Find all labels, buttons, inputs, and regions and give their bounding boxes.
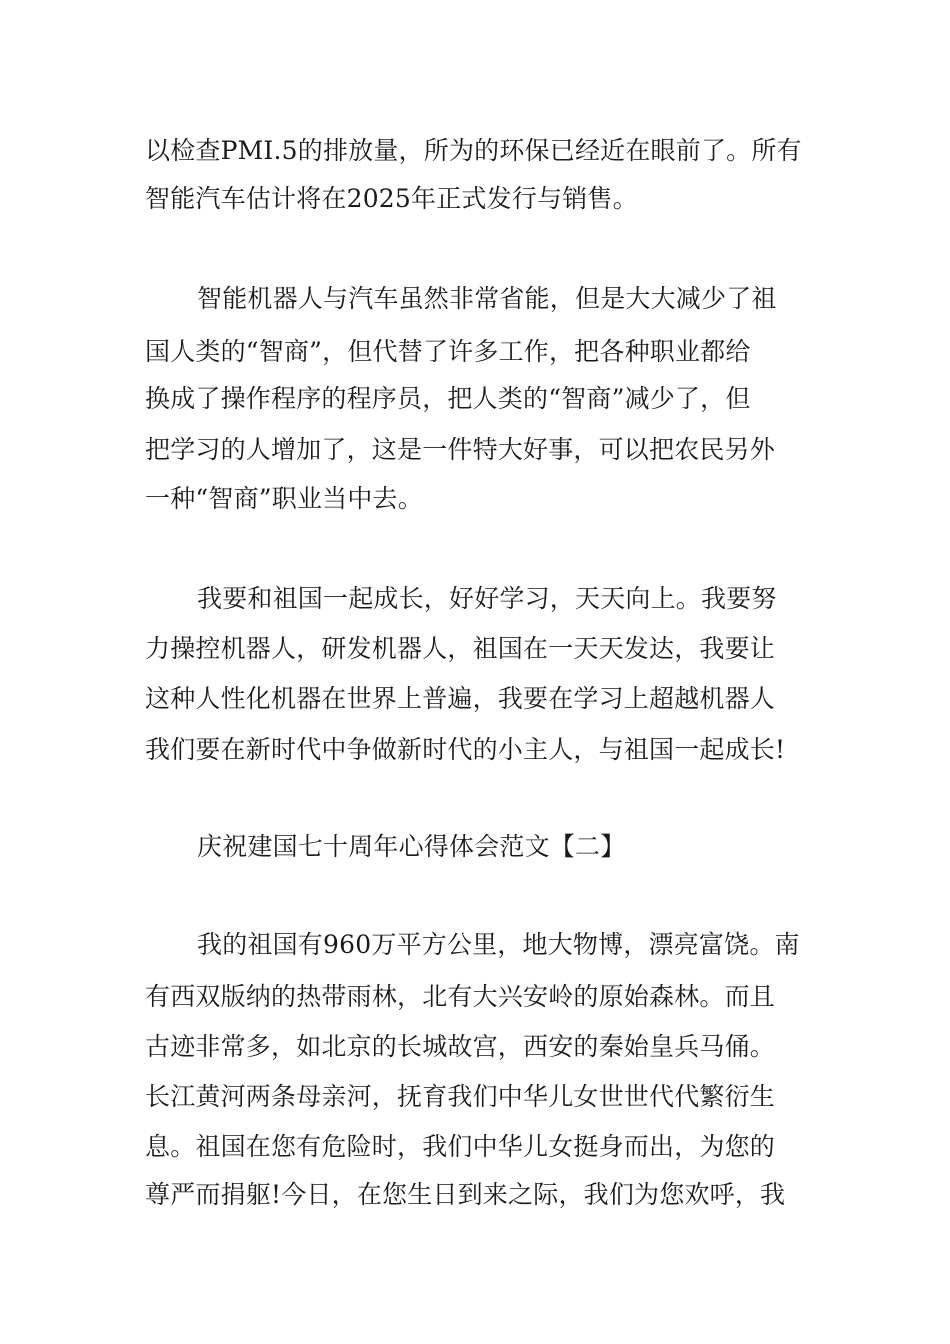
paragraph-1-line-1: 以检查PMI.5的排放量，所为的环保已经近在眼前了。所有 (145, 136, 802, 165)
paragraph-2-line-3: 换成了操作程序的程序员，把人类的“智商”减少了，但 (145, 384, 751, 413)
paragraph-4-line-2: 有西双版纳的热带雨林，北有大兴安岭的原始森林。而且 (145, 982, 776, 1011)
paragraph-4-line-1: 我的祖国有960万平方公里，地大物博，漂亮富饶。南 (197, 930, 800, 959)
paragraph-3-line-3: 这种人性化机器在世界上普遍，我要在学习上超越机器人 (145, 684, 776, 713)
paragraph-2-line-4: 把学习的人增加了，这是一件特大好事，可以把农民另外 (145, 435, 776, 464)
paragraph-3-line-2: 力操控机器人，研发机器人，祖国在一天天发达，我要让 (145, 634, 776, 663)
paragraph-4-line-5: 息。祖国在您有危险时，我们中华儿女挺身而出，为您的 (145, 1132, 776, 1161)
paragraph-4-line-3: 古迹非常多，如北京的长城故宫，西安的秦始皇兵马俑。 (145, 1032, 776, 1061)
paragraph-4-line-6: 尊严而捐躯!今日，在您生日到来之际，我们为您欢呼，我 (145, 1180, 786, 1209)
paragraph-2-line-5: 一种“智商”职业当中去。 (145, 484, 423, 513)
paragraph-4-line-4: 长江黄河两条母亲河，抚育我们中华儿女世世代代繁衍生 (145, 1082, 776, 1111)
paragraph-3-line-4: 我们要在新时代中争做新时代的小主人，与祖国一起成长! (145, 735, 786, 764)
section-heading: 庆祝建国七十周年心得体会范文【二】 (197, 832, 626, 861)
paragraph-3-line-1: 我要和祖国一起成长，好好学习，天天向上。我要努 (197, 584, 777, 613)
paragraph-2-line-2: 国人类的“智商”，但代替了许多工作，把各种职业都给 (145, 337, 751, 366)
paragraph-1-line-2: 智能汽车估计将在2025年正式发行与销售。 (145, 184, 638, 213)
paragraph-2-line-1: 智能机器人与汽车虽然非常省能，但是大大减少了祖 (197, 284, 777, 313)
